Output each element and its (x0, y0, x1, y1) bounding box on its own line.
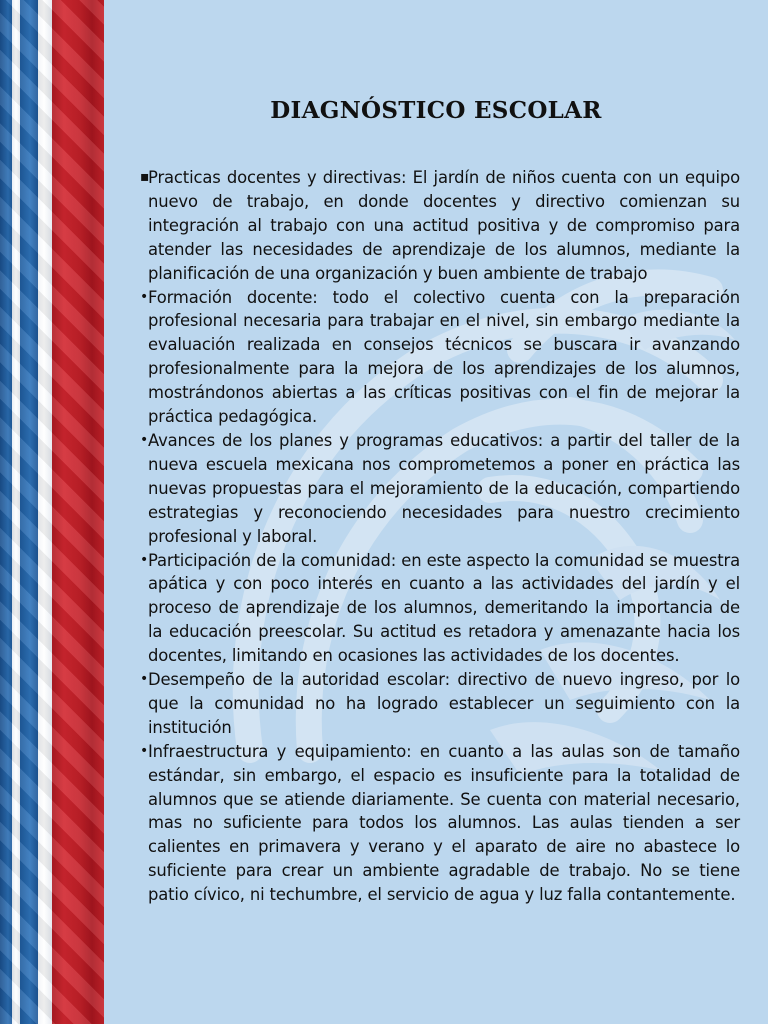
list-item-text: Desempeño de la autoridad escolar: directivo de nuevo ingreso, por lo que la comunidad no ha logrado establecer un seguimiento con la institución (148, 670, 740, 737)
list-item (140, 166, 740, 286)
list-item (140, 549, 740, 669)
list-item (140, 668, 740, 740)
diagnostic-list (140, 166, 740, 907)
bullet-icon: • (140, 431, 149, 448)
bullet-icon: ▪ (140, 169, 150, 185)
list-item (140, 286, 740, 429)
list-item-text: Infraestructura y equipamiento: en cuanto a las aulas son de tamaño estándar, sin embargo, el espacio es insuficiente para la totalidad de alumnos que se atiende diariamente. Se cuenta con material necesario, mas no suficiente para todos los alumnos. Las aulas tienden a ser calientes en primavera y verano y el aparato de aire no abastece lo suficiente para crear un ambiente agradable de trabajo. No se tiene patio cívico, ni techumbre, el servicio de agua y luz falla contantemente. (148, 741, 740, 905)
list-item (140, 429, 740, 549)
list-item (140, 740, 740, 907)
decorative-side-stripes (0, 0, 104, 1024)
bullet-icon: • (140, 288, 149, 305)
list-item-text: Practicas docentes y directivas: El jardín de niños cuenta con un equipo nuevo de trabajo, en donde docentes y directivo comienzan su integración al trabajo con una actitud positiva y de compromiso para atender las necesidades de aprendizaje de los alumnos, mediante la planificación de una organización y buen ambiente de trabajo (148, 168, 740, 283)
page-title: DIAGNÓSTICO ESCOLAR (270, 97, 602, 124)
list-item-text: Participación de la comunidad: en este aspecto la comunidad se muestra apática y con poco interés en cuanto a las actividades del jardín y el proceso de aprendizaje de los alumnos, demeritando la importancia de la educación preescolar. Su actitud es retadora y amenazante hacia los docentes, limitando en ocasiones las actividades de los docentes. (148, 550, 740, 666)
list-item-text: Avances de los planes y programas educativos: a partir del taller de la nueva escuela mexicana nos comprometemos a poner en práctica las nuevas propuestas para el mejoramiento de la educación, compartiendo estrategias y reconociendo necesidades para nuestro crecimiento profesional y laboral. (148, 430, 740, 546)
bullet-icon: • (140, 551, 149, 568)
bullet-icon: • (140, 671, 149, 688)
bullet-icon: • (140, 742, 149, 759)
list-item-text: Formación docente: todo el colectivo cuenta con la preparación profesional necesaria para trabajar en el nivel, sin embargo mediante la evaluación realizada en consejos técnicos se buscara ir avanzando profesionalmente para la mejora de los aprendizajes de los alumnos, mostrándonos abiertas a las críticas positivas con el fin de mejorar la práctica pedagógica. (148, 287, 740, 427)
